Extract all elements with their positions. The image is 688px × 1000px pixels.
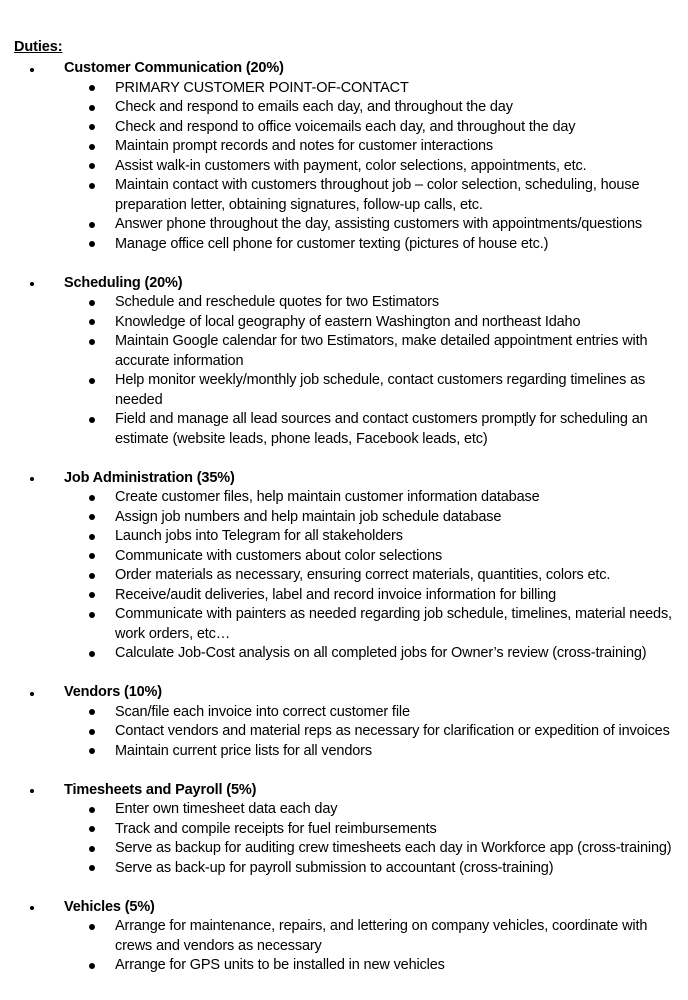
duty-item-text: Serve as back-up for payroll submission to accountant (cross-training) xyxy=(115,859,554,876)
duty-item-list xyxy=(0,293,688,449)
duty-item xyxy=(0,800,688,820)
duty-item xyxy=(0,508,688,528)
bullet-icon xyxy=(89,612,95,618)
bullet-icon xyxy=(30,789,34,793)
section-title xyxy=(0,59,688,79)
section-title xyxy=(0,274,688,294)
bullet-icon xyxy=(89,553,95,559)
bullet-icon xyxy=(30,477,34,481)
duty-item-text: PRIMARY CUSTOMER POINT-OF-CONTACT xyxy=(115,79,409,96)
bullet-icon xyxy=(89,573,95,579)
duty-item xyxy=(0,488,688,508)
duty-item-text: Schedule and reschedule quotes for two Estimators xyxy=(115,294,439,310)
bullet-icon xyxy=(89,846,95,852)
duty-item-text: Answer phone throughout the day, assisting customers with appointments/questions xyxy=(115,216,642,232)
duty-item-text: Arrange for maintenance, repairs, and lettering on company vehicles, coordinate with crews and vendors as necessary xyxy=(115,918,648,954)
section-title xyxy=(0,898,688,918)
bullet-icon xyxy=(89,748,95,754)
duty-item xyxy=(0,118,688,138)
bullet-icon xyxy=(89,319,95,325)
bullet-icon xyxy=(89,300,95,306)
duty-section xyxy=(0,274,688,450)
duties-heading: Duties: xyxy=(14,39,63,55)
section-title-text: Job Administration (35%) xyxy=(64,469,235,486)
section-title-text: Vehicles (5%) xyxy=(64,898,155,915)
duty-item xyxy=(0,527,688,547)
section-title xyxy=(0,683,688,703)
section-title xyxy=(0,469,688,489)
duty-item-list xyxy=(0,917,688,976)
duty-item xyxy=(0,235,688,255)
duty-item-text: Manage office cell phone for customer texting (pictures of house etc.) xyxy=(115,235,549,252)
bullet-icon xyxy=(89,85,95,91)
duty-item xyxy=(0,839,688,859)
bullet-icon xyxy=(89,339,95,345)
duty-item xyxy=(0,820,688,840)
duty-item xyxy=(0,371,688,410)
bullet-icon xyxy=(89,592,95,598)
section-title-text: Scheduling (20%) xyxy=(64,274,183,291)
bullet-icon xyxy=(89,144,95,150)
bullet-icon xyxy=(30,906,34,910)
bullet-icon xyxy=(89,534,95,540)
bullet-icon xyxy=(89,495,95,501)
bullet-icon xyxy=(89,417,95,423)
duty-item xyxy=(0,98,688,118)
duty-item-list xyxy=(0,800,688,878)
bullet-icon xyxy=(89,105,95,111)
bullet-icon xyxy=(89,709,95,715)
duty-item-text: Help monitor weekly/monthly job schedule, contact customers regarding timelines as needed xyxy=(115,372,646,408)
bullet-icon xyxy=(89,807,95,813)
duty-item-text: Receive/audit deliveries, label and record invoice information for billing xyxy=(115,586,557,603)
duty-item xyxy=(0,644,688,664)
duty-item-text: Enter own timesheet data each day xyxy=(115,801,338,817)
duty-item-text: Launch jobs into Telegram for all stakeholders xyxy=(115,528,403,544)
duty-section xyxy=(0,469,688,664)
duty-item-list xyxy=(0,488,688,664)
bullet-icon xyxy=(89,924,95,930)
duty-item xyxy=(0,137,688,157)
duty-item-list xyxy=(0,703,688,762)
duty-item xyxy=(0,917,688,956)
section-title-text: Timesheets and Payroll (5%) xyxy=(64,781,257,798)
duty-item-text: Maintain contact with customers throughout job – color selection, scheduling, house preparation letter, obtaining signatures, follow-up calls, etc. xyxy=(115,177,640,213)
duty-section xyxy=(0,59,688,254)
bullet-icon xyxy=(89,865,95,871)
duty-item-text: Create customer files, help maintain customer information database xyxy=(115,489,540,505)
bullet-icon xyxy=(89,183,95,189)
duty-section xyxy=(0,683,688,761)
duty-item-text: Contact vendors and material reps as necessary for clarification or expedition of invoices xyxy=(115,723,670,739)
section-title xyxy=(0,781,688,801)
duty-item-text: Maintain Google calendar for two Estimators, make detailed appointment entries with accurate information xyxy=(115,333,648,369)
duty-item xyxy=(0,313,688,333)
duty-item-text: Track and compile receipts for fuel reimbursements xyxy=(115,820,437,837)
duty-item-text: Maintain prompt records and notes for customer interactions xyxy=(115,138,493,154)
duty-item xyxy=(0,79,688,99)
bullet-icon xyxy=(30,282,34,286)
duty-item xyxy=(0,742,688,762)
duty-item-text: Field and manage all lead sources and contact customers promptly for scheduling an estimate (website leads, phone leads, Facebook leads, etc) xyxy=(115,411,648,447)
bullet-icon xyxy=(89,651,95,657)
duty-item xyxy=(0,586,688,606)
duty-item xyxy=(0,157,688,177)
bullet-icon xyxy=(89,124,95,130)
duty-item xyxy=(0,410,688,449)
duty-item-text: Order materials as necessary, ensuring correct materials, quantities, colors etc. xyxy=(115,567,611,583)
duty-item xyxy=(0,703,688,723)
duty-section xyxy=(0,781,688,879)
bullet-icon xyxy=(89,514,95,520)
bullet-icon xyxy=(89,826,95,832)
bullet-icon xyxy=(89,222,95,228)
duty-item-text: Communicate with painters as needed regarding job schedule, timelines, material needs, work orders, etc… xyxy=(115,606,672,642)
duty-item xyxy=(0,547,688,567)
duty-item-text: Communicate with customers about color selections xyxy=(115,547,443,564)
section-title-text: Customer Communication (20%) xyxy=(64,60,284,76)
duty-item-text: Calculate Job-Cost analysis on all completed jobs for Owner’s review (cross-training) xyxy=(115,645,647,661)
duty-item-text: Check and respond to emails each day, and throughout the day xyxy=(115,99,513,115)
duty-item-list xyxy=(0,79,688,255)
bullet-icon xyxy=(89,729,95,735)
duty-item-text: Serve as backup for auditing crew timesheets each day in Workforce app (cross-training) xyxy=(115,840,672,856)
duty-section xyxy=(0,898,688,976)
duty-item xyxy=(0,215,688,235)
bullet-icon xyxy=(89,963,95,969)
duty-item xyxy=(0,176,688,215)
duty-item-text: Check and respond to office voicemails each day, and throughout the day xyxy=(115,118,576,135)
duty-item xyxy=(0,956,688,976)
duty-item-text: Maintain current price lists for all vendors xyxy=(115,742,372,759)
section-title-text: Vendors (10%) xyxy=(64,684,162,700)
duties-section-list xyxy=(0,59,688,995)
bullet-icon xyxy=(89,241,95,247)
bullet-icon xyxy=(89,163,95,169)
bullet-icon xyxy=(30,68,34,72)
duty-item-text: Knowledge of local geography of eastern Washington and northeast Idaho xyxy=(115,313,581,330)
bullet-icon xyxy=(89,378,95,384)
duty-item-text: Scan/file each invoice into correct customer file xyxy=(115,703,410,720)
duty-item-text: Assist walk-in customers with payment, color selections, appointments, etc. xyxy=(115,157,587,174)
duty-item xyxy=(0,859,688,879)
bullet-icon xyxy=(30,692,34,696)
duty-item xyxy=(0,722,688,742)
duty-item xyxy=(0,293,688,313)
duty-item xyxy=(0,332,688,371)
duty-item-text: Assign job numbers and help maintain job schedule database xyxy=(115,508,502,525)
duty-item xyxy=(0,605,688,644)
duty-item-text: Arrange for GPS units to be installed in new vehicles xyxy=(115,957,445,973)
duty-item xyxy=(0,566,688,586)
